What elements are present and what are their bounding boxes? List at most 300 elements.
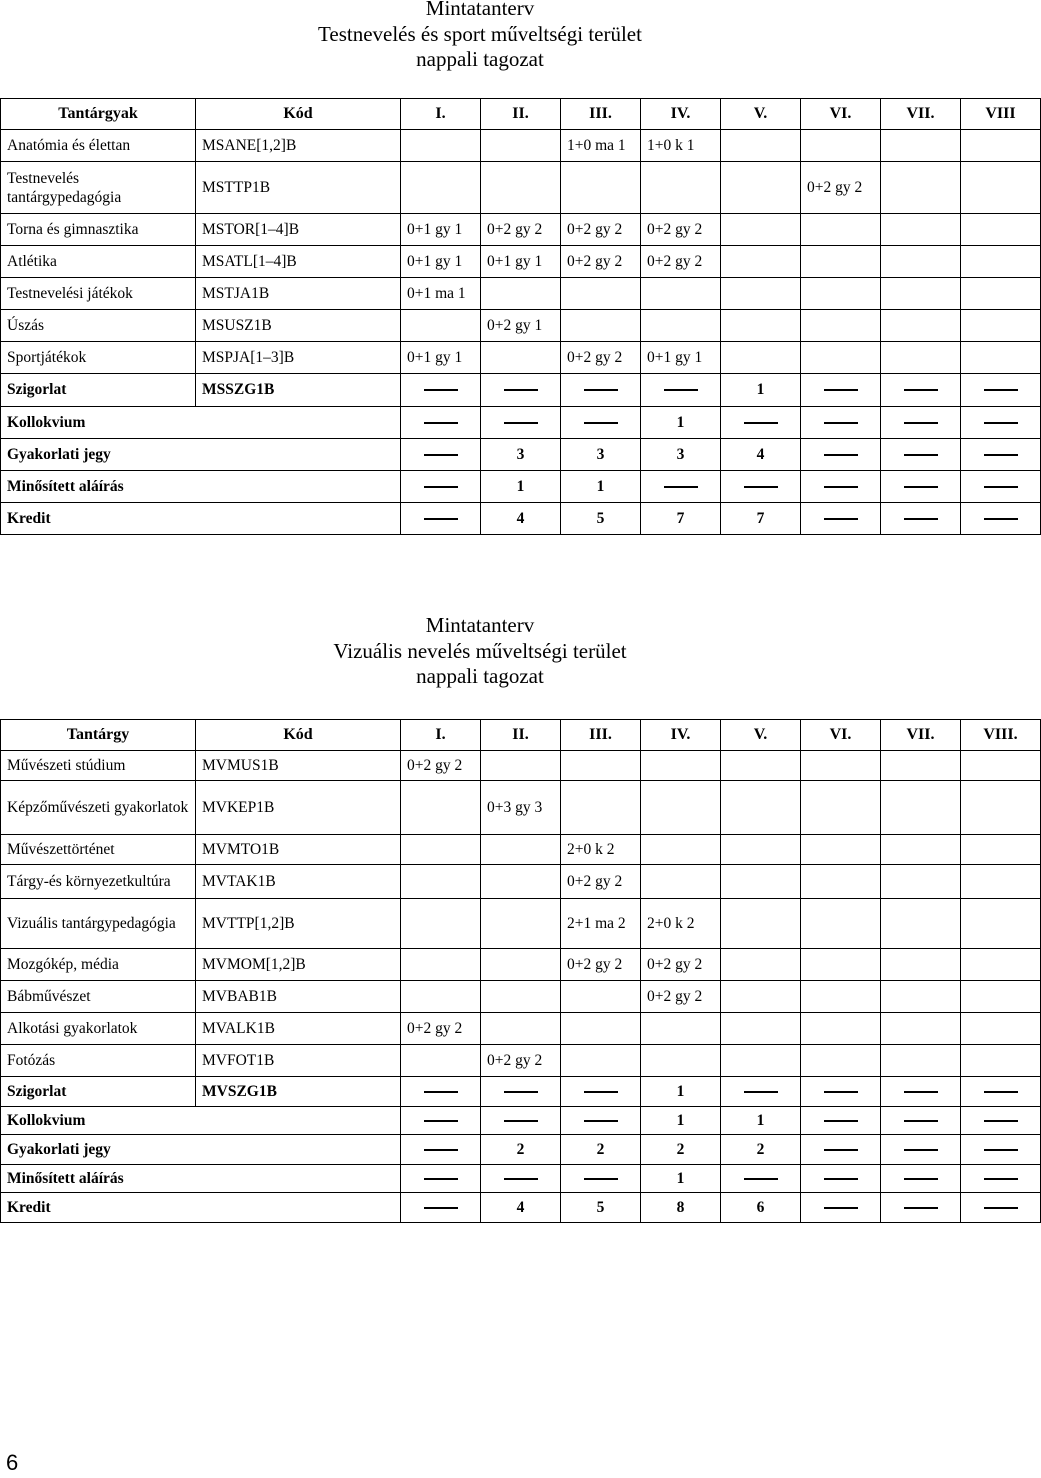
semester-cell: 0+1 gy 1 [481, 246, 561, 278]
column-header: I. [401, 720, 481, 751]
semester-cell: 1+0 k 1 [641, 130, 721, 162]
semester-cell [481, 130, 561, 162]
dash-mark [584, 1091, 618, 1093]
summary-cell [881, 439, 961, 471]
summary-cell: 4 [481, 503, 561, 535]
dash-mark [824, 486, 858, 488]
semester-cell [561, 781, 641, 835]
semester-cell [561, 981, 641, 1013]
summary-row [1, 1165, 1041, 1193]
semester-cell [961, 981, 1041, 1013]
semester-cell [641, 162, 721, 214]
semester-cell [961, 214, 1041, 246]
dash-mark [424, 1207, 458, 1209]
subject-code: MVMOM[1,2]B [196, 949, 401, 981]
summary-cell [561, 1165, 641, 1193]
summary-label: Kredit [1, 503, 196, 535]
dash-mark [424, 486, 458, 488]
summary-cell [561, 1107, 641, 1135]
summary-cell [881, 407, 961, 439]
title-line: Vizuális nevelés műveltségi terület [333, 638, 627, 663]
semester-cell [961, 949, 1041, 981]
semester-cell: 0+3 gy 3 [481, 781, 561, 835]
semester-cell [721, 162, 801, 214]
table-row [1, 246, 1041, 278]
summary-cell [641, 374, 721, 407]
dash-mark [424, 518, 458, 520]
summary-cell [881, 503, 961, 535]
column-header: VII. [881, 99, 961, 130]
semester-cell [721, 342, 801, 374]
semester-cell [801, 865, 881, 899]
subject-code: MSATL[1–4]B [196, 246, 401, 278]
dash-mark [824, 422, 858, 424]
dash-mark [904, 1207, 938, 1209]
column-header: VI. [801, 720, 881, 751]
subject-code: MVMUS1B [196, 751, 401, 781]
title-line: Testnevelés és sport műveltségi terület [318, 21, 642, 46]
dash-mark [504, 1091, 538, 1093]
summary-cell [961, 1107, 1041, 1135]
semester-cell [561, 1045, 641, 1077]
curriculum-table-visual [0, 719, 1041, 1223]
semester-cell [401, 835, 481, 865]
semester-cell: 0+2 gy 2 [561, 342, 641, 374]
dash-mark [904, 1120, 938, 1122]
subject-code: MSPJA[1–3]B [196, 342, 401, 374]
column-header: VI. [801, 99, 881, 130]
semester-cell: 0+2 gy 2 [641, 981, 721, 1013]
semester-cell [561, 278, 641, 310]
semester-cell [961, 1045, 1041, 1077]
semester-cell [641, 278, 721, 310]
column-header: Tantárgyak [1, 99, 196, 130]
summary-cell [401, 1165, 481, 1193]
summary-row [1, 503, 1041, 535]
subject-name: Alkotási gyakorlatok [1, 1013, 196, 1045]
semester-cell [481, 981, 561, 1013]
dash-mark [824, 1178, 858, 1180]
table-row [1, 162, 1041, 214]
semester-cell [721, 310, 801, 342]
column-header: III. [561, 720, 641, 751]
column-header: Kód [196, 720, 401, 751]
dash-mark [424, 389, 458, 391]
semester-cell [961, 130, 1041, 162]
dash-mark [744, 486, 778, 488]
summary-cell [721, 471, 801, 503]
summary-cell [801, 1135, 881, 1165]
summary-label: Szigorlat [1, 374, 196, 407]
subject-code: MVBAB1B [196, 981, 401, 1013]
summary-cell: 2 [561, 1135, 641, 1165]
summary-cell: 3 [641, 439, 721, 471]
summary-code [196, 439, 401, 471]
subject-name: Tárgy-és környezetkultúra [1, 865, 196, 899]
semester-cell: 0+1 gy 1 [401, 342, 481, 374]
section1-title [0, 0, 960, 73]
summary-cell [961, 374, 1041, 407]
semester-cell: 0+2 gy 2 [641, 214, 721, 246]
semester-cell [961, 246, 1041, 278]
subject-code: MVTTP[1,2]B [196, 899, 401, 949]
summary-cell: 2 [721, 1135, 801, 1165]
dash-mark [904, 454, 938, 456]
summary-cell [961, 1193, 1041, 1223]
summary-cell [961, 1165, 1041, 1193]
subject-code: MVTAK1B [196, 865, 401, 899]
dash-mark [984, 422, 1018, 424]
table-row [1, 1045, 1041, 1077]
summary-cell: 6 [721, 1193, 801, 1223]
summary-code [196, 1135, 401, 1165]
subject-code: MSTTP1B [196, 162, 401, 214]
column-header: VIII [961, 99, 1041, 130]
summary-cell [801, 439, 881, 471]
dash-mark [824, 518, 858, 520]
summary-code [196, 1107, 401, 1135]
summary-cell [801, 1077, 881, 1107]
subject-code: MVKEP1B [196, 781, 401, 835]
semester-cell [801, 278, 881, 310]
title-line: Mintatanterv [425, 0, 535, 20]
semester-cell: 2+1 ma 2 [561, 899, 641, 949]
semester-cell [801, 751, 881, 781]
summary-code [196, 503, 401, 535]
summary-cell [881, 471, 961, 503]
summary-cell [801, 1165, 881, 1193]
semester-cell [721, 214, 801, 246]
dash-mark [984, 518, 1018, 520]
summary-cell [401, 407, 481, 439]
summary-cell: 2 [641, 1135, 721, 1165]
semester-cell [801, 130, 881, 162]
semester-cell [481, 342, 561, 374]
semester-cell [481, 865, 561, 899]
column-header: VII. [881, 720, 961, 751]
subject-name: Sportjátékok [1, 342, 196, 374]
summary-cell [961, 1077, 1041, 1107]
semester-cell [881, 310, 961, 342]
summary-cell [801, 407, 881, 439]
semester-cell [801, 1013, 881, 1045]
dash-mark [744, 422, 778, 424]
semester-cell: 0+1 gy 1 [641, 342, 721, 374]
dash-mark [824, 1120, 858, 1122]
summary-cell [961, 503, 1041, 535]
semester-cell [801, 781, 881, 835]
summary-cell: 4 [481, 1193, 561, 1223]
semester-cell: 0+2 gy 2 [561, 949, 641, 981]
dash-mark [984, 1091, 1018, 1093]
dash-mark [424, 1120, 458, 1122]
semester-cell: 0+2 gy 2 [641, 949, 721, 981]
semester-cell [881, 949, 961, 981]
table-row [1, 342, 1041, 374]
semester-cell [481, 751, 561, 781]
subject-name: Művészettörténet [1, 835, 196, 865]
subject-code: MSANE[1,2]B [196, 130, 401, 162]
summary-cell [881, 374, 961, 407]
table-row [1, 781, 1041, 835]
subject-name: Testnevelési játékok [1, 278, 196, 310]
semester-cell [881, 342, 961, 374]
dash-mark [424, 454, 458, 456]
summary-code: MSSZG1B [196, 374, 401, 407]
summary-cell [481, 1165, 561, 1193]
table-row [1, 751, 1041, 781]
summary-row [1, 1107, 1041, 1135]
semester-cell [961, 162, 1041, 214]
summary-label: Minősített aláírás [1, 1165, 196, 1193]
subject-name: Atlétika [1, 246, 196, 278]
semester-cell [561, 751, 641, 781]
table-row [1, 981, 1041, 1013]
summary-cell [561, 374, 641, 407]
summary-cell: 1 [641, 1107, 721, 1135]
semester-cell [961, 1013, 1041, 1045]
column-header: IV. [641, 720, 721, 751]
curriculum-table-sport [0, 98, 1041, 535]
semester-cell [641, 310, 721, 342]
semester-cell [721, 865, 801, 899]
semester-cell [401, 162, 481, 214]
semester-cell [881, 162, 961, 214]
semester-cell [561, 310, 641, 342]
summary-label: Kollokvium [1, 1107, 196, 1135]
semester-cell [801, 214, 881, 246]
dash-mark [504, 1120, 538, 1122]
semester-cell [801, 246, 881, 278]
semester-cell [481, 1013, 561, 1045]
summary-row [1, 1193, 1041, 1223]
table-row [1, 214, 1041, 246]
summary-cell: 1 [641, 1077, 721, 1107]
dash-mark [984, 1178, 1018, 1180]
subject-name: Úszás [1, 310, 196, 342]
semester-cell: 0+2 gy 2 [801, 162, 881, 214]
semester-cell: 0+2 gy 2 [401, 751, 481, 781]
semester-cell [961, 835, 1041, 865]
dash-mark [984, 486, 1018, 488]
table-row [1, 835, 1041, 865]
semester-cell: 0+2 gy 2 [561, 246, 641, 278]
summary-cell [401, 374, 481, 407]
column-header: Kód [196, 99, 401, 130]
semester-cell [801, 835, 881, 865]
summary-cell: 7 [721, 503, 801, 535]
subject-name: Testnevelés tantárgypedagógia [1, 162, 196, 214]
semester-cell: 0+1 gy 1 [401, 246, 481, 278]
semester-cell [401, 899, 481, 949]
dash-mark [424, 1178, 458, 1180]
subject-code: MSTOR[1–4]B [196, 214, 401, 246]
section2-title [0, 613, 960, 690]
header-row [1, 99, 1041, 130]
semester-cell [881, 278, 961, 310]
dash-mark [984, 1207, 1018, 1209]
semester-cell [641, 1045, 721, 1077]
semester-cell [721, 751, 801, 781]
semester-cell [641, 781, 721, 835]
semester-cell: 0+2 gy 1 [481, 310, 561, 342]
dash-mark [824, 1207, 858, 1209]
semester-cell: 0+2 gy 2 [561, 865, 641, 899]
semester-cell [801, 981, 881, 1013]
dash-mark [424, 1091, 458, 1093]
title-line: nappali tagozat [416, 47, 544, 71]
dash-mark [904, 486, 938, 488]
semester-cell: 0+1 gy 1 [401, 214, 481, 246]
semester-cell [561, 162, 641, 214]
summary-cell: 3 [561, 439, 641, 471]
dash-mark [424, 422, 458, 424]
semester-cell [401, 130, 481, 162]
summary-row [1, 471, 1041, 503]
column-header: II. [481, 720, 561, 751]
semester-cell [641, 835, 721, 865]
dash-mark [504, 422, 538, 424]
semester-cell [801, 949, 881, 981]
summary-label: Kollokvium [1, 407, 196, 439]
semester-cell: 0+2 gy 2 [561, 214, 641, 246]
semester-cell: 2+0 k 2 [561, 835, 641, 865]
subject-code: MSUSZ1B [196, 310, 401, 342]
summary-cell [721, 1077, 801, 1107]
title-line: nappali tagozat [416, 664, 544, 688]
dash-mark [904, 1091, 938, 1093]
column-header: II. [481, 99, 561, 130]
summary-cell [721, 1165, 801, 1193]
summary-cell [721, 407, 801, 439]
semester-cell [961, 751, 1041, 781]
summary-cell [401, 1107, 481, 1135]
summary-code: MVSZG1B [196, 1077, 401, 1107]
summary-cell: 1 [721, 374, 801, 407]
semester-cell: 0+2 gy 2 [401, 1013, 481, 1045]
summary-cell [481, 407, 561, 439]
dash-mark [664, 486, 698, 488]
table-row [1, 949, 1041, 981]
semester-cell [881, 130, 961, 162]
semester-cell [401, 781, 481, 835]
summary-label: Gyakorlati jegy [1, 1135, 196, 1165]
semester-cell [401, 865, 481, 899]
semester-cell [721, 949, 801, 981]
dash-mark [904, 389, 938, 391]
dash-mark [744, 1091, 778, 1093]
summary-code [196, 1193, 401, 1223]
table-row [1, 310, 1041, 342]
table-row [1, 865, 1041, 899]
summary-row [1, 374, 1041, 407]
dash-mark [584, 1120, 618, 1122]
semester-cell [961, 781, 1041, 835]
semester-cell [481, 835, 561, 865]
summary-cell [401, 1077, 481, 1107]
subject-name: Torna és gimnasztika [1, 214, 196, 246]
summary-cell: 2 [481, 1135, 561, 1165]
summary-cell [961, 1135, 1041, 1165]
column-header: V. [721, 99, 801, 130]
dash-mark [904, 518, 938, 520]
summary-cell: 5 [561, 503, 641, 535]
summary-cell [801, 374, 881, 407]
summary-cell [961, 471, 1041, 503]
summary-cell: 1 [481, 471, 561, 503]
table-row [1, 130, 1041, 162]
subject-name: Fotózás [1, 1045, 196, 1077]
summary-label: Minősített aláírás [1, 471, 196, 503]
column-header: I. [401, 99, 481, 130]
summary-cell [401, 1193, 481, 1223]
dash-mark [664, 389, 698, 391]
semester-cell [881, 214, 961, 246]
semester-cell [401, 981, 481, 1013]
dash-mark [584, 1178, 618, 1180]
summary-cell [881, 1135, 961, 1165]
semester-cell [801, 899, 881, 949]
summary-row [1, 439, 1041, 471]
subject-name: Vizuális tantárgypedagógia [1, 899, 196, 949]
summary-cell [561, 407, 641, 439]
semester-cell [881, 835, 961, 865]
summary-cell: 1 [641, 1165, 721, 1193]
summary-cell [881, 1193, 961, 1223]
semester-cell [961, 278, 1041, 310]
summary-code [196, 407, 401, 439]
dash-mark [984, 1120, 1018, 1122]
summary-cell [641, 471, 721, 503]
header-row [1, 720, 1041, 751]
summary-cell: 7 [641, 503, 721, 535]
dash-mark [824, 454, 858, 456]
summary-cell [881, 1077, 961, 1107]
dash-mark [504, 389, 538, 391]
semester-cell [401, 310, 481, 342]
summary-cell [481, 1077, 561, 1107]
subject-code: MSTJA1B [196, 278, 401, 310]
subject-name: Bábművészet [1, 981, 196, 1013]
semester-cell: 1+0 ma 1 [561, 130, 641, 162]
semester-cell [641, 751, 721, 781]
subject-name: Művészeti stúdium [1, 751, 196, 781]
semester-cell [961, 310, 1041, 342]
summary-cell [401, 439, 481, 471]
summary-cell: 4 [721, 439, 801, 471]
semester-cell [721, 278, 801, 310]
column-header: VIII. [961, 720, 1041, 751]
semester-cell [961, 899, 1041, 949]
semester-cell [881, 751, 961, 781]
dash-mark [824, 1149, 858, 1151]
title-line: Mintatanterv [425, 613, 535, 637]
summary-cell: 3 [481, 439, 561, 471]
semester-cell [721, 981, 801, 1013]
semester-cell [641, 1013, 721, 1045]
semester-cell [801, 342, 881, 374]
table-row [1, 1013, 1041, 1045]
summary-row [1, 407, 1041, 439]
summary-cell [481, 374, 561, 407]
semester-cell: 0+2 gy 2 [641, 246, 721, 278]
subject-name: Képzőművészeti gyakorlatok [1, 781, 196, 835]
semester-cell [481, 899, 561, 949]
dash-mark [904, 422, 938, 424]
column-header: III. [561, 99, 641, 130]
semester-cell: 0+2 gy 2 [481, 1045, 561, 1077]
dash-mark [984, 454, 1018, 456]
